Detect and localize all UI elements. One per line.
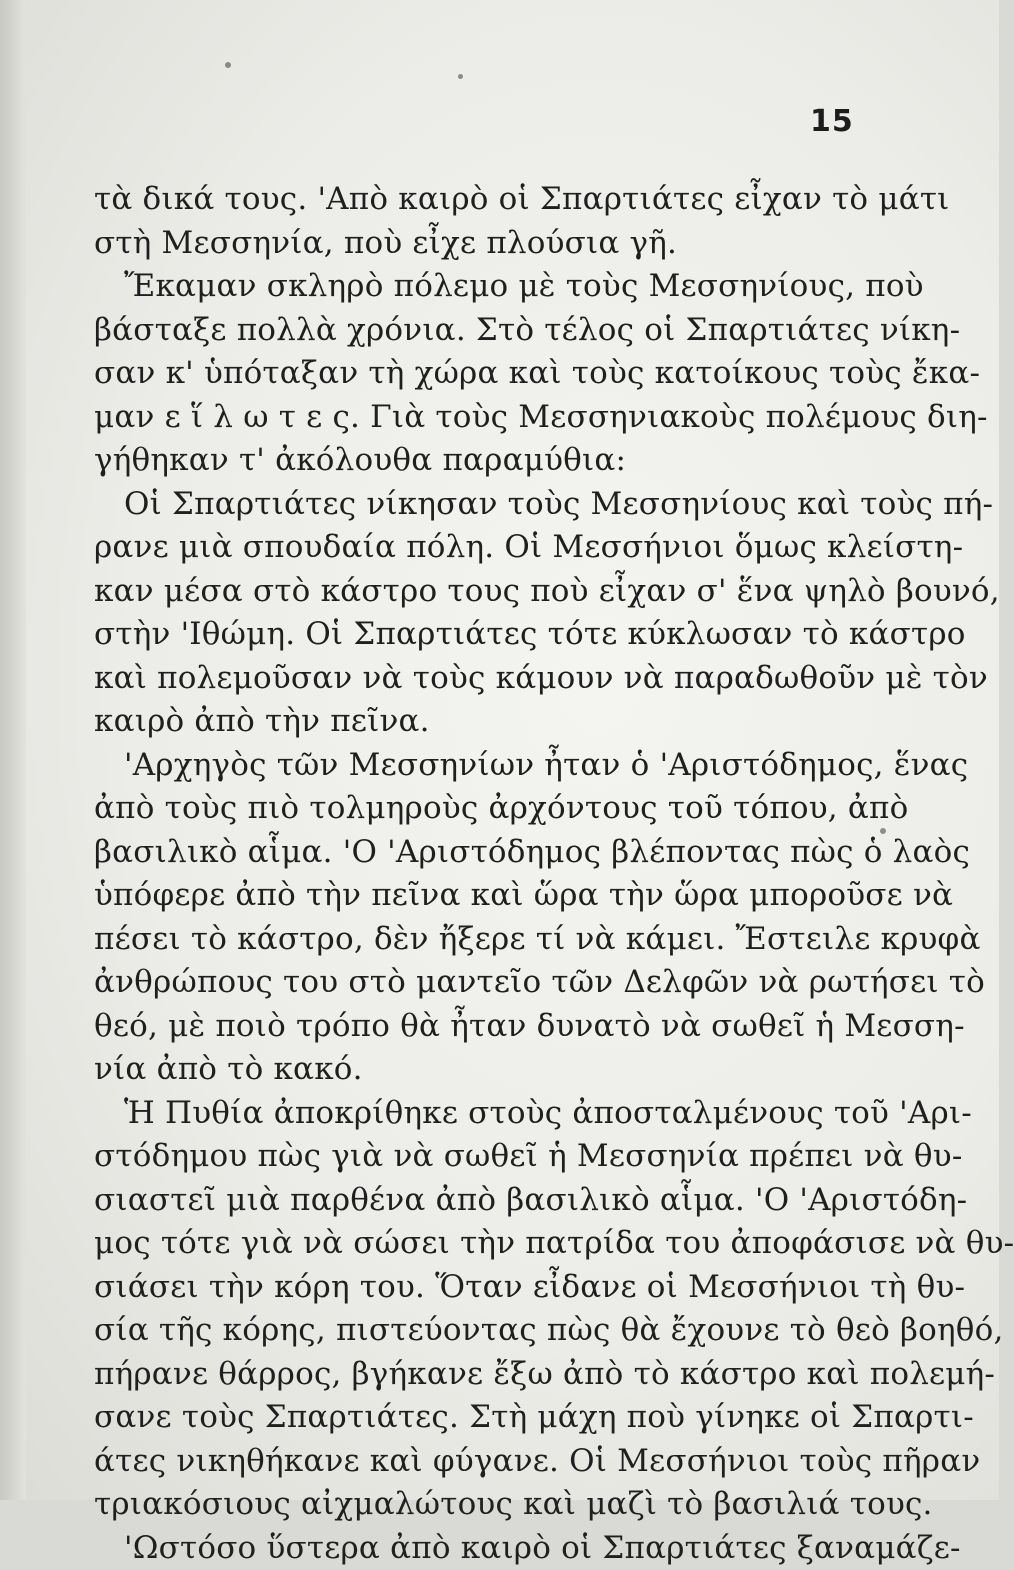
text-line: καὶ πολεμοῦσαν νὰ τοὺς κάμουν νὰ παραδωθοῦν μὲ τὸν xyxy=(94,657,862,701)
text-line: μος τότε γιὰ νὰ σώσει τὴν πατρίδα του ἀποφάσισε νὰ θυ- xyxy=(94,1222,862,1266)
text-line: καν μέσα στὸ κάστρο τους ποὺ εἶχαν σ' ἕνα ψηλὸ βουνό, xyxy=(94,570,862,614)
text-line: θεό, μὲ ποιὸ τρόπο θὰ ἦταν δυνατὸ νὰ σωθεῖ ἡ Μεσση- xyxy=(94,1005,862,1049)
text-line: 'Αρχηγὸς τῶν Μεσσηνίων ἦταν ὁ 'Αριστόδημος, ἕνας xyxy=(94,744,862,788)
text-line: τὰ δικά τους. 'Απὸ καιρὸ οἱ Σπαρτιάτες εἶχαν τὸ μάτι xyxy=(94,178,862,222)
text-line: βάσταξε πολλὰ χρόνια. Στὸ τέλος οἱ Σπαρτιάτες νίκη- xyxy=(94,309,862,353)
text-line: στὴ Μεσσηνία, ποὺ εἶχε πλούσια γῆ. xyxy=(94,222,862,266)
text-line: καιρὸ ἀπὸ τὴν πεῖνα. xyxy=(94,700,862,744)
text-line: μαν ε ἵ λ ω τ ε ς. Γιὰ τοὺς Μεσσηνιακοὺς πολέμους διη- xyxy=(94,396,862,440)
text-line: Ἔκαμαν σκληρὸ πόλεμο μὲ τοὺς Μεσσηνίους, ποὺ xyxy=(94,265,862,309)
text-line: ἀπὸ τοὺς πιὸ τολμηροὺς ἀρχόντους τοῦ τόπου, ἀπὸ xyxy=(94,787,862,831)
text-line: ὑπόφερε ἀπὸ τὴν πεῖνα καὶ ὥρα τὴν ὥρα μποροῦσε νὰ xyxy=(94,874,862,918)
text-line: τριακόσιους αἰχμαλώτους καὶ μαζὶ τὸ βασιλιά τους. xyxy=(94,1483,862,1527)
text-line: ρανε μιὰ σπουδαία πόλη. Οἱ Μεσσήνιοι ὅμως κλείστη- xyxy=(94,526,862,570)
text-line: Οἱ Σπαρτιάτες νίκησαν τοὺς Μεσσηνίους καὶ τοὺς πή- xyxy=(94,483,862,527)
dust-speck xyxy=(225,62,231,68)
text-line: σία τῆς κόρης, πιστεύοντας πὼς θὰ ἔχουνε τὸ θεὸ βοηθό, xyxy=(94,1309,862,1353)
page-number: 15 xyxy=(810,104,854,139)
text-line: 'Ωστόσο ὕστερα ἀπὸ καιρὸ οἱ Σπαρτιάτες ξαναμάζε- xyxy=(94,1527,862,1570)
page-edge-shadow xyxy=(0,0,26,1500)
text-line: στὴν 'Ιθώμη. Οἱ Σπαρτιάτες τότε κύκλωσαν τὸ κάστρο xyxy=(94,613,862,657)
text-line: γήθηκαν τ' ἀκόλουθα παραμύθια: xyxy=(94,439,862,483)
text-line: πέσει τὸ κάστρο, δὲν ἤξερε τί νὰ κάμει. Ἔστειλε κρυφὰ xyxy=(94,918,862,962)
text-line: ἀνθρώπους του στὸ μαντεῖο τῶν Δελφῶν νὰ ρωτήσει τὸ xyxy=(94,961,862,1005)
dust-speck xyxy=(458,74,463,79)
text-line: Ἡ Πυθία ἀποκρίθηκε στοὺς ἀποσταλμένους τοῦ 'Αρι- xyxy=(94,1092,862,1136)
text-line: σιάσει τὴν κόρη του. Ὅταν εἶδανε οἱ Μεσσήνιοι τὴ θυ- xyxy=(94,1266,862,1310)
text-line: νία ἀπὸ τὸ κακό. xyxy=(94,1048,862,1092)
text-line: στόδημου πὼς γιὰ νὰ σωθεῖ ἡ Μεσσηνία πρέπει νὰ θυ- xyxy=(94,1135,862,1179)
text-line: πήρανε θάρρος, βγήκανε ἔξω ἀπὸ τὸ κάστρο καὶ πολεμή- xyxy=(94,1353,862,1397)
text-line: σιαστεῖ μιὰ παρθένα ἀπὸ βασιλικὸ αἷμα. 'Ο 'Αριστόδη- xyxy=(94,1179,862,1223)
text-line: άτες νικηθήκανε καὶ φύγανε. Οἱ Μεσσήνιοι τοὺς πῆραν xyxy=(94,1440,862,1484)
text-line: σαν κ' ὑπόταξαν τὴ χώρα καὶ τοὺς κατοίκους τοὺς ἔκα- xyxy=(94,352,862,396)
text-line: βασιλικὸ αἷμα. 'Ο 'Αριστόδημος βλέποντας πὼς ὁ λαὸς xyxy=(94,831,862,875)
body-text xyxy=(94,178,862,1570)
text-line: σανε τοὺς Σπαρτιάτες. Στὴ μάχη ποὺ γίνηκε οἱ Σπαρτι- xyxy=(94,1396,862,1440)
